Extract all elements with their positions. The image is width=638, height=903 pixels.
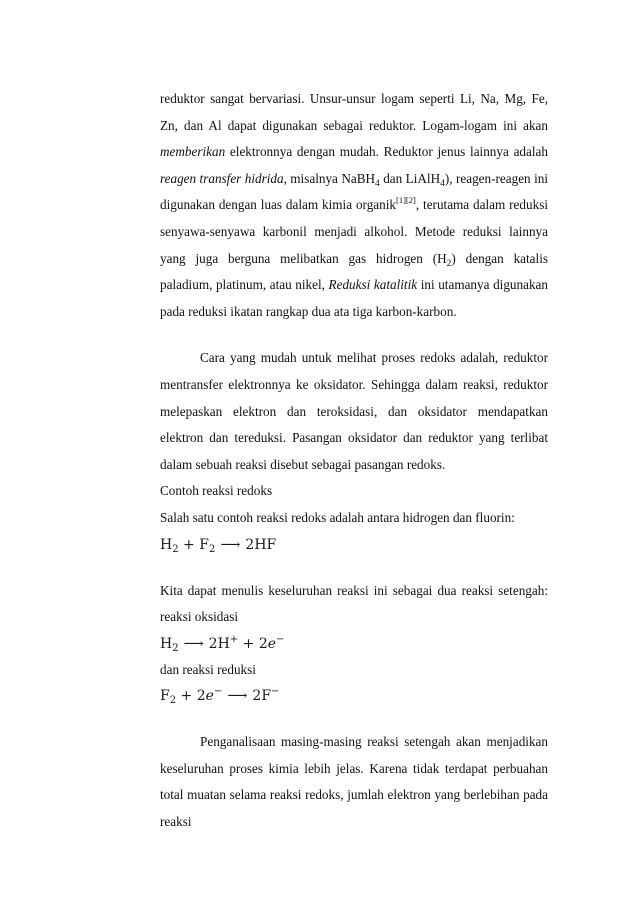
italic-term: reagen transfer hidrida xyxy=(160,170,284,186)
text-run: , terutama dalam reduksi senyawa-senyawa karbonil menjadi alkohol. Metode reduksi lainnya yang juga berguna melibatkan gas hidrogen (H xyxy=(160,197,548,266)
text-run: dan LiAlH xyxy=(379,170,441,186)
eq-term: + 2 xyxy=(238,635,268,652)
text-run: elektronnya dengan mudah. Reduktor jenus lainnya adalah xyxy=(225,144,548,160)
eq-subscript: 2 xyxy=(172,642,179,654)
eq-superscript: − xyxy=(271,686,280,698)
eq-term: F xyxy=(160,688,170,705)
paragraph-redox-concept: Cara yang mudah untuk melihat proses redoks adalah, reduktor mentransfer elektronnya ke oksidator. Sehingga dalam reaksi, reduktor melepaskan elektron dan teroksidasi, dan oksidator mendapatkan elektron dan tereduksi. Pasangan oksidator dan reduktor yang terlibat dalam sebuah reaksi disebut sebagai pasangan redoks. xyxy=(160,350,548,472)
paragraph-analysis: Penganalisaan masing-masing reaksi setengah akan menjadikan keseluruhan proses kimia lebih jelas. Karena tidak terdapat perbuahan total muatan selama reaksi redoks, jumlah elektron yang berlebihan pada reaksi xyxy=(160,734,548,830)
paragraph-example: Salah satu contoh reaksi redoks adalah antara hidrogen dan fluorin: xyxy=(160,509,515,525)
subscript: 4 xyxy=(440,178,445,189)
eq-subscript: 2 xyxy=(208,543,216,555)
eq-term: 2HF xyxy=(245,536,277,553)
eq-term: H xyxy=(160,536,173,553)
paragraph-half-reactions: Kita dapat menulis keseluruhan reaksi ini sebagai dua reaksi setengah: reaksi oksidasi xyxy=(160,582,548,625)
eq-term: 2F xyxy=(252,688,272,705)
eq-term: + F xyxy=(178,536,209,553)
eq-electron: e xyxy=(205,688,214,705)
paragraph-reduction-label: dan reaksi reduksi xyxy=(160,661,256,677)
text-run: reduktor sangat bervariasi. Unsur-unsur logam seperti Li, Na, Mg, Fe, Zn, dan Al dapat digunakan sebagai reduktor. Logam-logam ini akan xyxy=(160,91,548,133)
eq-superscript: + xyxy=(229,633,239,645)
text-run: ), reagen-reagen ini digunakan dengan luas dalam kimia organik xyxy=(160,170,548,213)
eq-term: + 2 xyxy=(176,688,206,705)
text-run: , misalnya NaBH xyxy=(283,170,376,186)
equation-reduction xyxy=(160,683,548,709)
eq-term: 2H xyxy=(208,635,230,652)
document-page xyxy=(160,86,548,836)
paragraph-reductors xyxy=(160,86,548,325)
text-run: ini utamanya digunakan pada reduksi ikatan rangkap dua ata tiga karbon-karbon. xyxy=(160,277,548,319)
subscript: 4 xyxy=(375,178,380,189)
reaction-arrow: ⟶ xyxy=(220,536,241,553)
eq-electron: e xyxy=(267,635,277,652)
subscript: 2 xyxy=(446,258,452,269)
equation-overall xyxy=(160,532,548,558)
eq-subscript: 2 xyxy=(169,695,177,707)
reaction-arrow: ⟶ xyxy=(183,635,204,652)
eq-term: H xyxy=(160,635,173,652)
eq-superscript: − xyxy=(213,686,223,698)
citation-superscript: [1][2] xyxy=(396,195,416,206)
eq-superscript: − xyxy=(276,633,285,645)
section-heading: Contoh reaksi redoks xyxy=(160,483,273,499)
eq-subscript: 2 xyxy=(172,543,179,555)
italic-term: memberikan xyxy=(160,144,226,160)
reaction-arrow: ⟶ xyxy=(227,688,248,705)
equation-oxidation xyxy=(160,631,548,657)
italic-term: Reduksi katalitik xyxy=(328,277,418,293)
text-run: ) dengan katalis paladium, platinum, atau nikel, xyxy=(160,250,548,293)
